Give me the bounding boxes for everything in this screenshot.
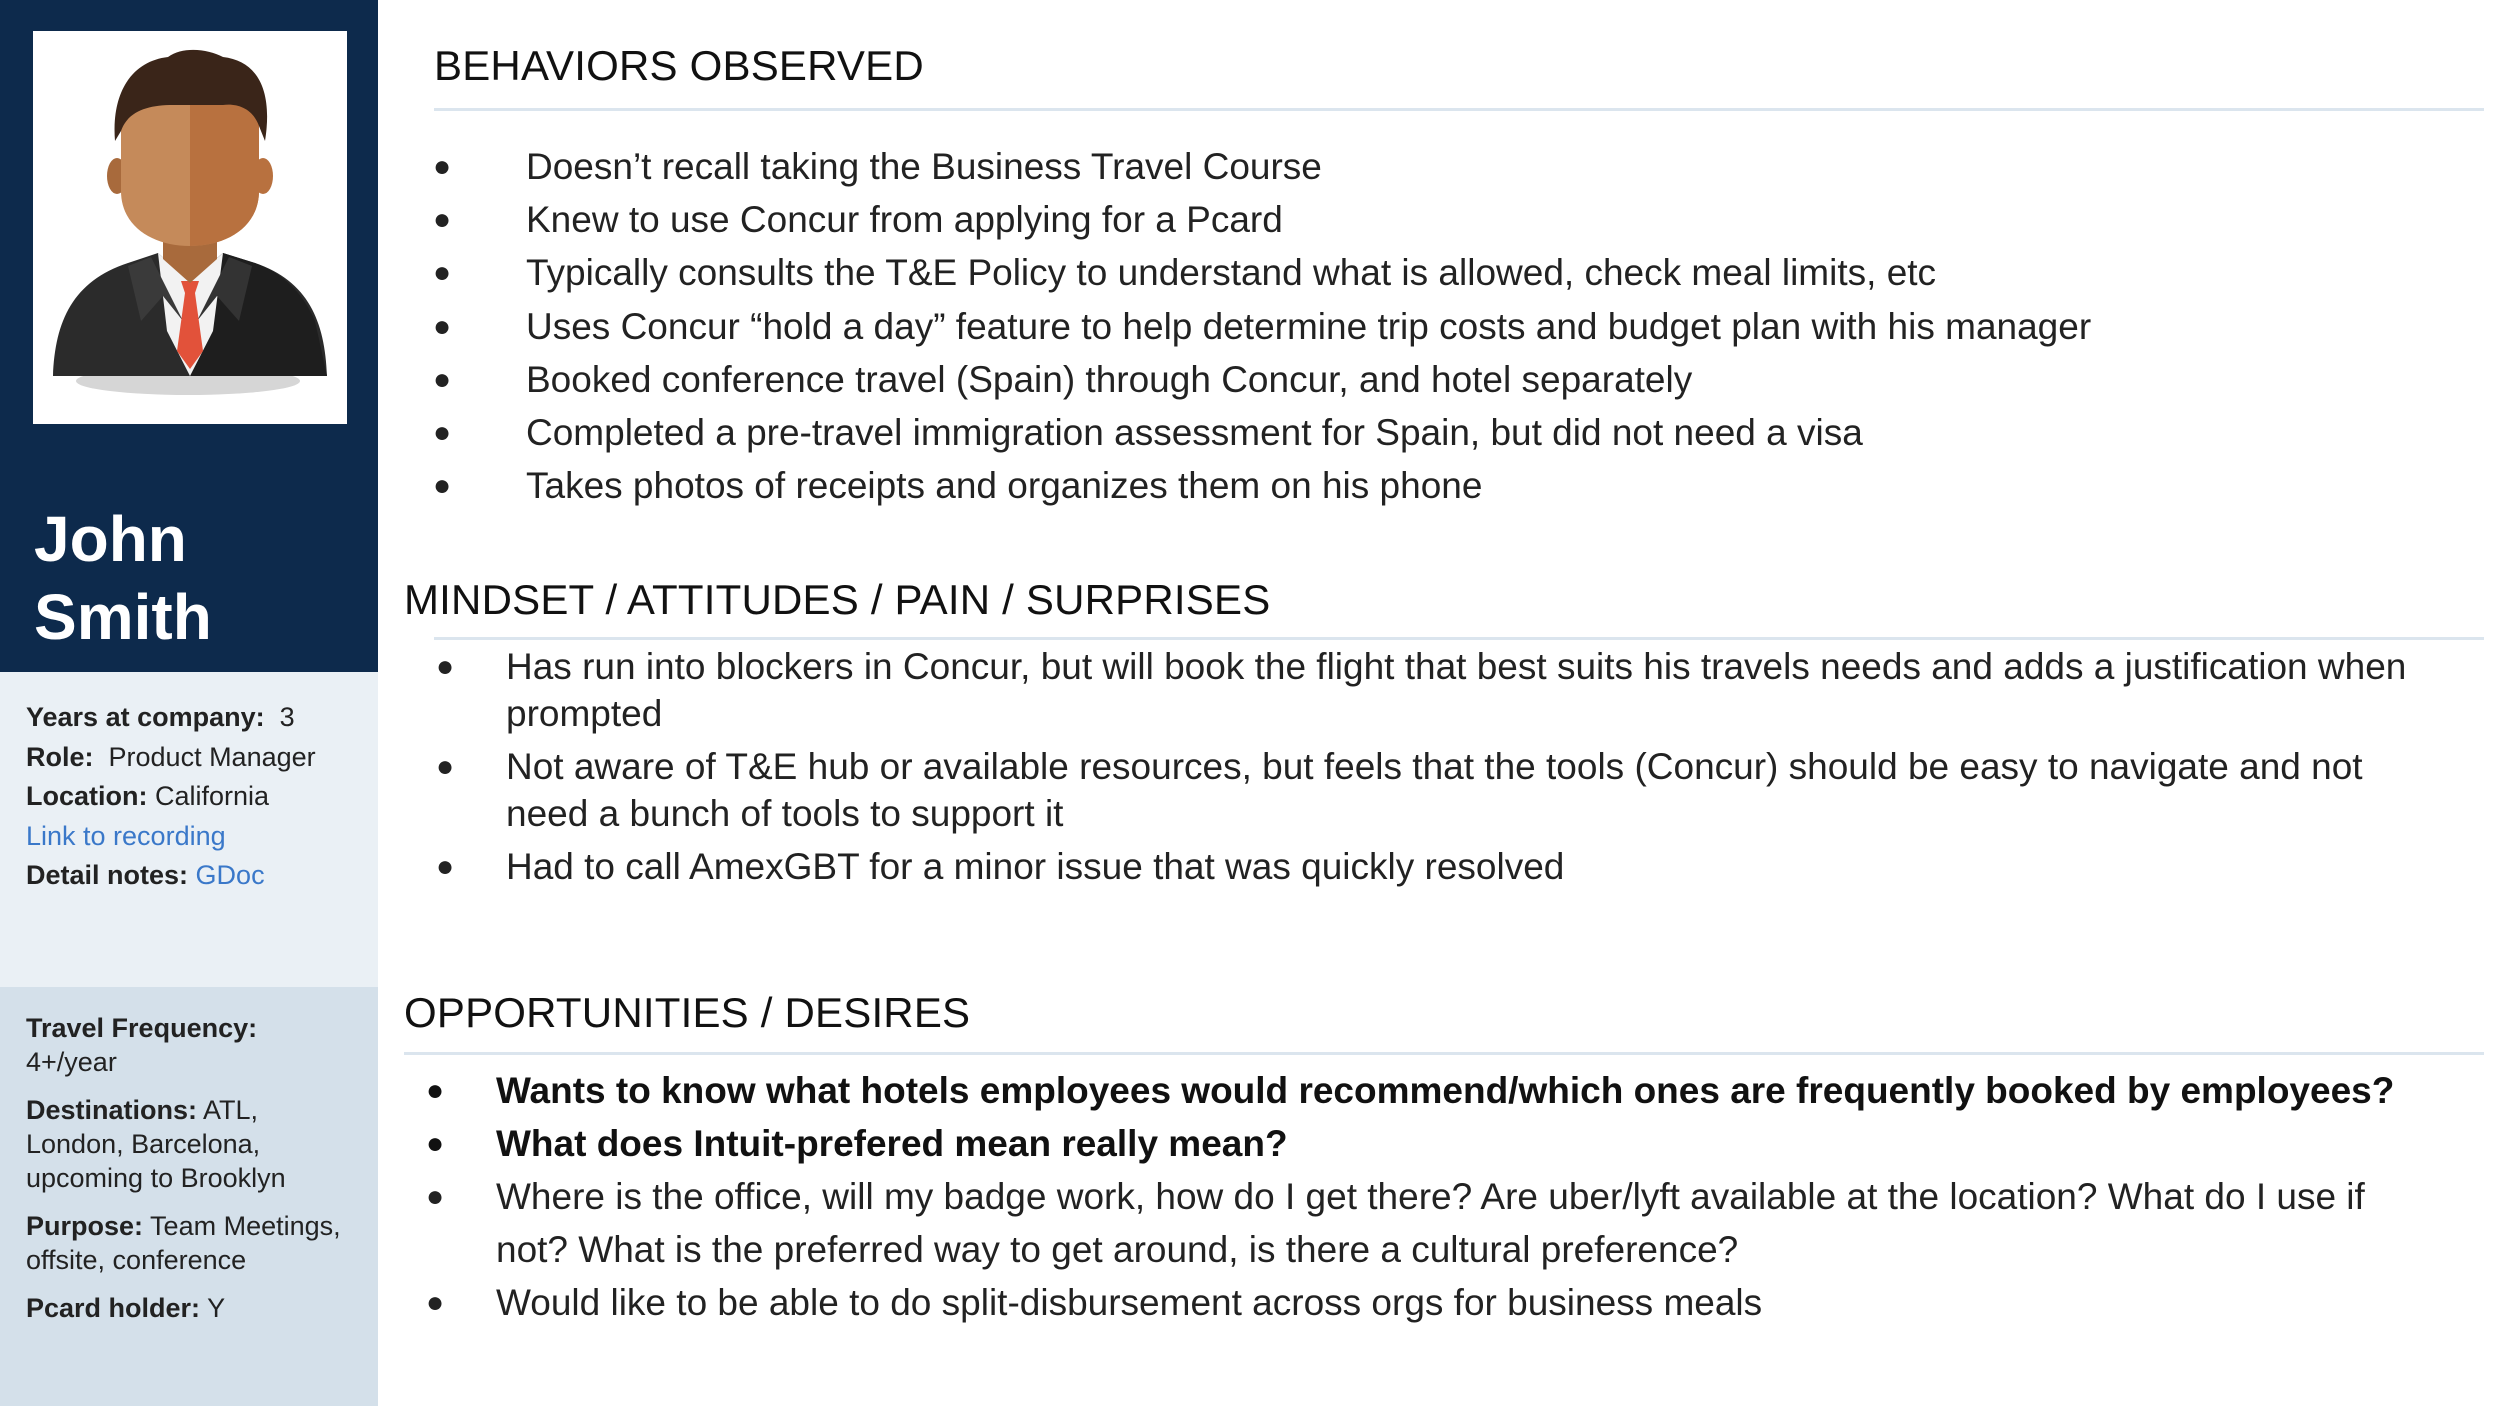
behavior-text: Completed a pre-travel immigration assessment for Spain, but did not need a visa <box>526 411 1863 453</box>
location-row <box>26 777 316 817</box>
opportunity-text: What does Intuit-prefered mean really mean? <box>496 1123 1288 1164</box>
destinations-value: ATL, London, Barcelona, upcoming to Brooklyn <box>26 1095 286 1193</box>
bullet-icon: ● <box>433 203 452 237</box>
pcard-label: Pcard holder: <box>26 1293 201 1323</box>
opportunities-title: OPPORTUNITIES / DESIRES <box>404 989 971 1036</box>
pcard-value: Y <box>207 1293 226 1323</box>
behavior-text: Doesn’t recall taking the Business Travel Course <box>526 146 1322 187</box>
role-row <box>26 738 316 778</box>
list-item <box>426 1276 2446 1329</box>
bullet-icon: ● <box>433 309 452 343</box>
list-item <box>436 743 2446 837</box>
bullet-icon: ● <box>433 469 452 503</box>
behaviors-title: BEHAVIORS OBSERVED <box>434 42 924 89</box>
avatar <box>33 31 347 424</box>
bullet-icon: ● <box>426 1127 445 1160</box>
notes-row <box>26 856 316 896</box>
recording-row <box>26 817 316 857</box>
purpose-label: Purpose: <box>26 1211 144 1241</box>
mindset-title: MINDSET / ATTITUDES / PAIN / SURPRISES <box>404 576 1271 623</box>
bullet-icon: ● <box>436 650 455 683</box>
opportunity-text: Would like to be able to do split-disbursement across orgs for business meals <box>496 1282 1763 1323</box>
person-avatar-icon <box>33 31 347 424</box>
opportunities-list <box>426 1064 2446 1329</box>
years-label: Years at company: <box>26 702 265 732</box>
bullet-icon: ● <box>433 415 452 449</box>
travel-purpose <box>26 1209 358 1277</box>
list-item <box>426 1117 2446 1170</box>
first-name: John <box>34 503 187 575</box>
behavior-text: Takes photos of receipts and organizes them on his phone <box>526 465 1483 507</box>
notes-label: Detail notes: <box>26 860 189 890</box>
list-item <box>433 300 2476 353</box>
persona-sidebar <box>0 0 378 1406</box>
behavior-text: Knew to use Concur from applying for a Pcard <box>526 199 1283 241</box>
bullet-icon: ● <box>426 1286 445 1319</box>
location-label: Location: <box>26 781 148 811</box>
travel-frequency <box>26 1011 358 1079</box>
years-row <box>26 698 316 738</box>
purpose-value: Team Meetings, offsite, conference <box>26 1211 341 1275</box>
travel-details <box>0 987 378 1406</box>
role-value: Product Manager <box>108 741 316 772</box>
list-item <box>433 246 2476 299</box>
list-item <box>436 843 2446 890</box>
bullet-icon: ● <box>436 750 455 783</box>
persona-meta <box>26 698 316 896</box>
years-value: 3 <box>279 702 295 732</box>
behavior-text: Booked conference travel (Spain) through Concur, and hotel separately <box>526 358 1693 400</box>
frequency-value: 4+/year <box>26 1047 117 1077</box>
bullet-icon: ● <box>433 256 452 290</box>
list-item <box>436 643 2446 737</box>
opportunity-text: Where is the office, will my badge work, how do I get there? Are uber/lyft available at the location? What do I use if not? What is the preferred way to get around, is there a cultural preference? <box>496 1176 2365 1270</box>
list-item <box>433 193 2476 246</box>
profile-card <box>0 0 378 672</box>
mindset-divider <box>434 637 2484 640</box>
list-item <box>433 353 2476 406</box>
list-item <box>426 1064 2446 1117</box>
bullet-icon: ● <box>426 1074 445 1107</box>
opportunity-text: Wants to know what hotels employees would recommend/which ones are frequently booked by employees? <box>496 1070 2395 1111</box>
frequency-label: Travel Frequency: <box>26 1013 258 1043</box>
mindset-text: Had to call AmexGBT for a minor issue that was quickly resolved <box>506 846 1565 887</box>
pcard-holder <box>26 1291 358 1325</box>
list-item <box>426 1170 2446 1276</box>
persona-name <box>34 500 212 656</box>
list-item <box>433 406 2476 459</box>
bullet-icon: ● <box>426 1180 445 1213</box>
behavior-text: Uses Concur “hold a day” feature to help determine trip costs and budget plan with his manager <box>526 305 2092 347</box>
recording-link[interactable]: Link to recording <box>26 820 226 851</box>
mindset-list <box>436 643 2446 896</box>
list-item <box>433 140 2476 193</box>
role-label: Role: <box>26 741 94 772</box>
behavior-text: Typically consults the T&E Policy to understand what is allowed, check meal limits, etc <box>526 252 1937 294</box>
opportunities-divider <box>404 1052 2484 1055</box>
list-item <box>433 459 2476 512</box>
notes-link[interactable]: GDoc <box>195 860 265 890</box>
location-value: California <box>155 781 270 811</box>
bullet-icon: ● <box>436 850 455 883</box>
behaviors-divider <box>434 108 2484 111</box>
destinations-label: Destinations: <box>26 1095 198 1125</box>
bullet-icon: ● <box>433 150 452 183</box>
travel-destinations <box>26 1093 358 1195</box>
behaviors-list <box>433 140 2476 512</box>
last-name: Smith <box>34 581 212 653</box>
mindset-text: Has run into blockers in Concur, but will book the flight that best suits his travels needs and adds a justification when prompted <box>506 646 2407 734</box>
mindset-text: Not aware of T&E hub or available resources, but feels that the tools (Concur) should be easy to navigate and not need a bunch of tools to support it <box>506 746 2363 834</box>
bullet-icon: ● <box>433 362 452 396</box>
